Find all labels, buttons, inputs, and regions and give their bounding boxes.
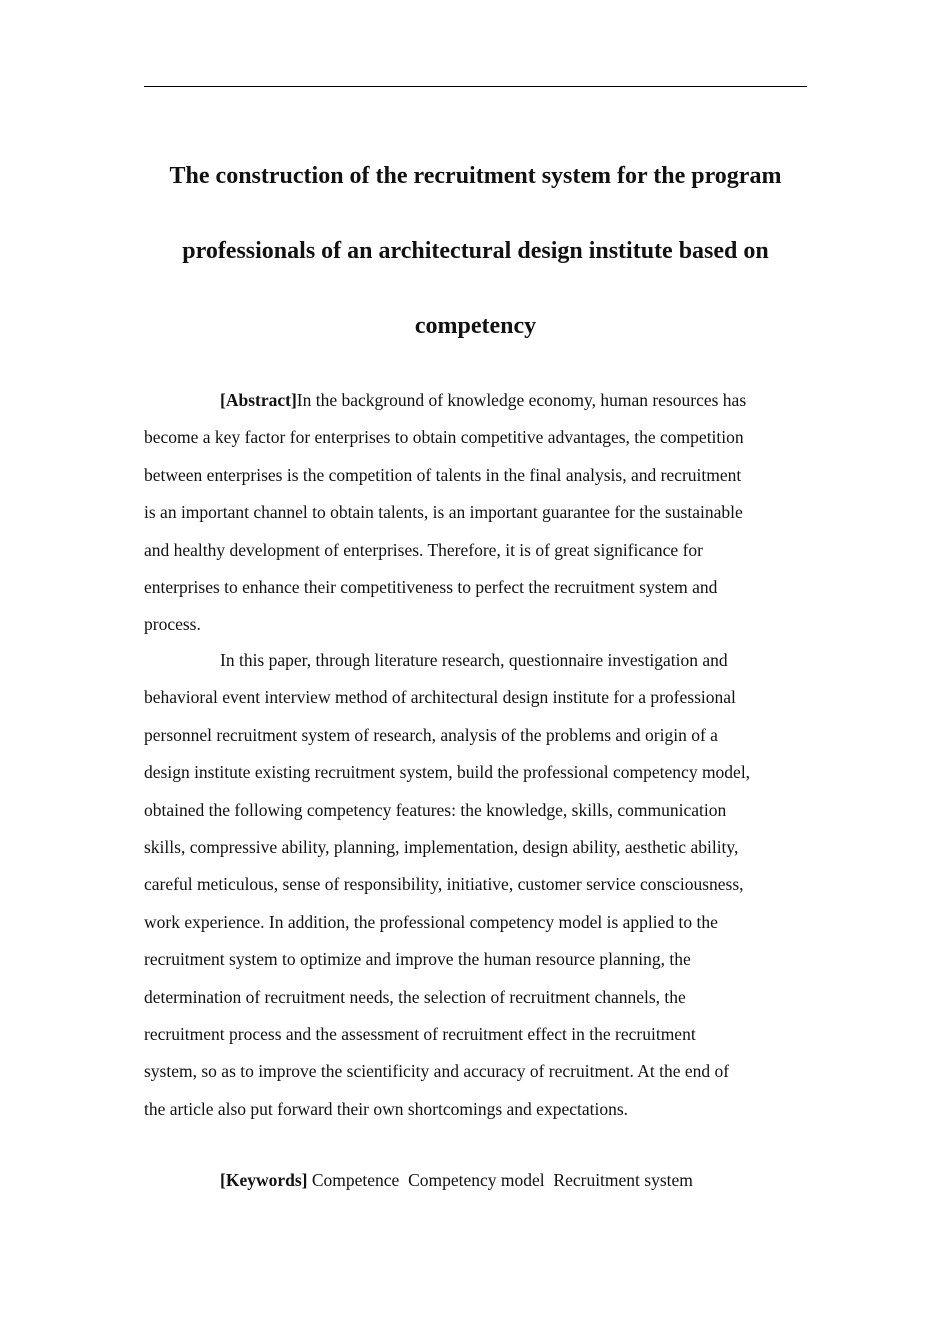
title-line: competency [414, 313, 537, 339]
paragraph-line: obtained the following competency features: the knowledge, skills, communication [144, 799, 727, 820]
keyword: Competence [311, 1170, 400, 1190]
paragraph-line: In this paper, through literature research, questionnaire investigation and [220, 650, 728, 670]
paper-title [144, 139, 807, 364]
paragraph-line: recruitment process and the assessment of recruitment effect in the recruitment [144, 1024, 696, 1045]
body-paragraph [144, 642, 807, 1128]
paragraph-line: careful meticulous, sense of responsibility, initiative, customer service consciousness, [144, 874, 744, 895]
paragraph-line: design institute existing recruitment system, build the professional competency model, [144, 762, 751, 783]
title-line: The construction of the recruitment system for the program [169, 163, 782, 189]
abstract-line: enterprises to enhance their competitiveness to perfect the recruitment system and [144, 577, 718, 598]
abstract-line: and healthy development of enterprises. Therefore, it is of great significance for [144, 539, 703, 560]
abstract-paragraph [144, 382, 807, 644]
paragraph-line: work experience. In addition, the professional competency model is applied to the [144, 911, 718, 932]
abstract-text: In the background of knowledge economy, human resources has [296, 390, 747, 410]
abstract-line [144, 382, 807, 419]
keyword: Recruitment system [553, 1170, 693, 1190]
paragraph-line: behavioral event interview method of architectural design institute for a professional [144, 687, 736, 708]
abstract-line: become a key factor for enterprises to obtain competitive advantages, the competition [144, 427, 744, 448]
paragraph-line: the article also put forward their own shortcomings and expectations. [144, 1098, 629, 1119]
header-rule [144, 86, 807, 87]
abstract-line: between enterprises is the competition of talents in the final analysis, and recruitment [144, 464, 742, 485]
abstract-line: is an important channel to obtain talents, is an important guarantee for the sustainable [144, 502, 743, 523]
abstract-label: [Abstract] [220, 390, 297, 410]
abstract-line: process. [144, 614, 201, 635]
paragraph-line: determination of recruitment needs, the selection of recruitment channels, the [144, 986, 686, 1007]
title-line: professionals of an architectural design institute based on [182, 238, 769, 264]
paragraph-line: recruitment system to optimize and improve the human resource planning, the [144, 949, 691, 970]
paragraph-line: personnel recruitment system of research, analysis of the problems and origin of a [144, 724, 718, 745]
paragraph-line: system, so as to improve the scientificity and accuracy of recruitment. At the end of [144, 1061, 730, 1082]
keywords-label: [Keywords] [220, 1170, 308, 1190]
paragraph-line: skills, compressive ability, planning, implementation, design ability, aesthetic ability, [144, 837, 739, 858]
keyword: Competency model [408, 1170, 545, 1190]
keywords-line [220, 1162, 693, 1199]
